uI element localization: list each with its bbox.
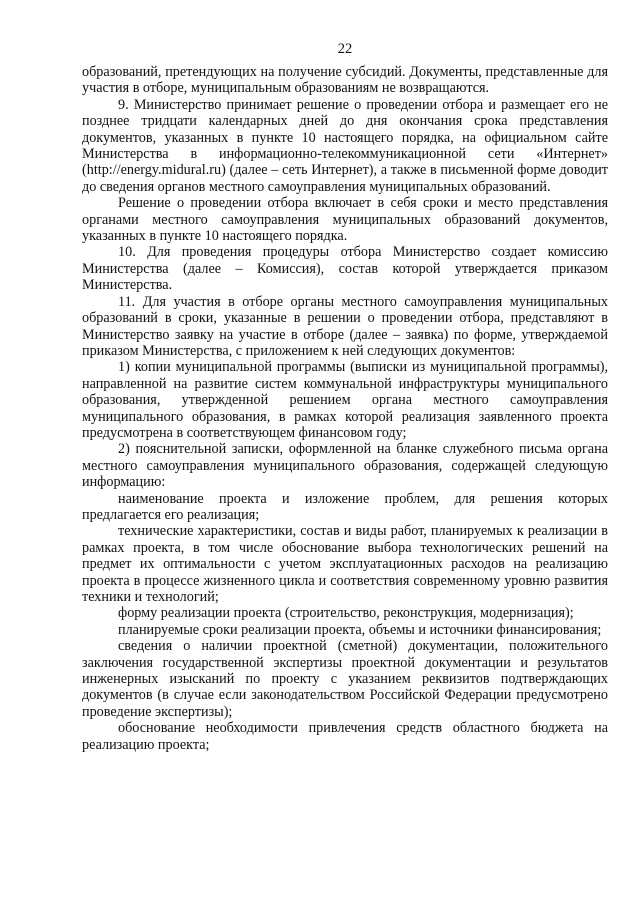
paragraph-timeline-funding: планируемые сроки реализации проекта, объемы и источники финансирования; <box>118 621 602 638</box>
paragraph-documentation: сведения о наличии проектной (сметной) документации, положительного заключения государственной экспертизы проектной документации и результатов инженерных изысканий по проекту с указанием реквизитов подтверждающих документов (в случае если законодательством Российской Федерации предусмотрено проведение экспертизы); <box>82 638 608 720</box>
page-number: 22 <box>337 41 353 57</box>
paragraph-subitem-1: 1) копии муниципальной программы (выписки из муниципальной программы), направленной на развитие систем коммунальной инфраструктуры муниципального образования, утвержденной решением органа местного самоуправления муниципального образования, в рамках которой реализация заявленного проекта предусмотрена в соответствующем финансовом году; <box>82 359 608 441</box>
paragraph-project-form: форму реализации проекта (строительство, реконструкция, модернизация); <box>118 605 574 622</box>
paragraph-continuation: образований, претендующих на получение субсидий. Документы, представленные для участия в отборе, муниципальным образованиям не возвращаются. <box>82 64 608 97</box>
paragraph-budget-justification: обоснование необходимости привлечения средств областного бюджета на реализацию проекта; <box>82 720 608 753</box>
paragraph-subitem-2: 2) пояснительной записки, оформленной на бланке служебного письма органа местного самоуправления муниципального образования, содержащей следующую информацию: <box>82 441 608 491</box>
paragraph-item-10: 10. Для проведения процедуры отбора Министерство создает комиссию Министерства (далее – Комиссия), состав которой утверждается приказом Министерства. <box>82 244 608 294</box>
paragraph-project-name: наименование проекта и изложение проблем, для решения которых предлагается его реализация; <box>82 490 608 523</box>
paragraph-decision-contents: Решение о проведении отбора включает в себя сроки и место представления органами местного самоуправления муниципальных образований документов, указанных в пункте 10 настоящего порядка. <box>82 195 608 245</box>
paragraph-technical-characteristics: технические характеристики, состав и виды работ, планируемых к реализации в рамках проекта, в том числе обоснование выбора технологических решений на предмет их оптимальности с учетом эксплуатационных расходов на реализацию проекта в процессе жизненного цикла и соответствия современному уровню развития техники и технологий; <box>82 523 608 605</box>
paragraph-item-11: 11. Для участия в отборе органы местного самоуправления муниципальных образований в сроки, указанные в решении о проведении отбора, представляют в Министерство заявку на участие в отборе (далее – заявка) по форме, утверждаемой приказом Министерства, с приложением к ней следующих документов: <box>82 293 608 359</box>
document-page <box>82 40 608 753</box>
paragraph-item-9: 9. Министерство принимает решение о проведении отбора и размещает его не позднее тридцати календарных дней до дня окончания срока представления документов, указанных в пункте 10 настоящего порядка, на официальном сайте Министерства в информационно-телекоммуникационной сети «Интернет» (http://energy.midural.ru) (далее – сеть Интернет), а также в письменной форме доводит до сведения органов местного самоуправления муниципальных образований. <box>82 96 608 195</box>
